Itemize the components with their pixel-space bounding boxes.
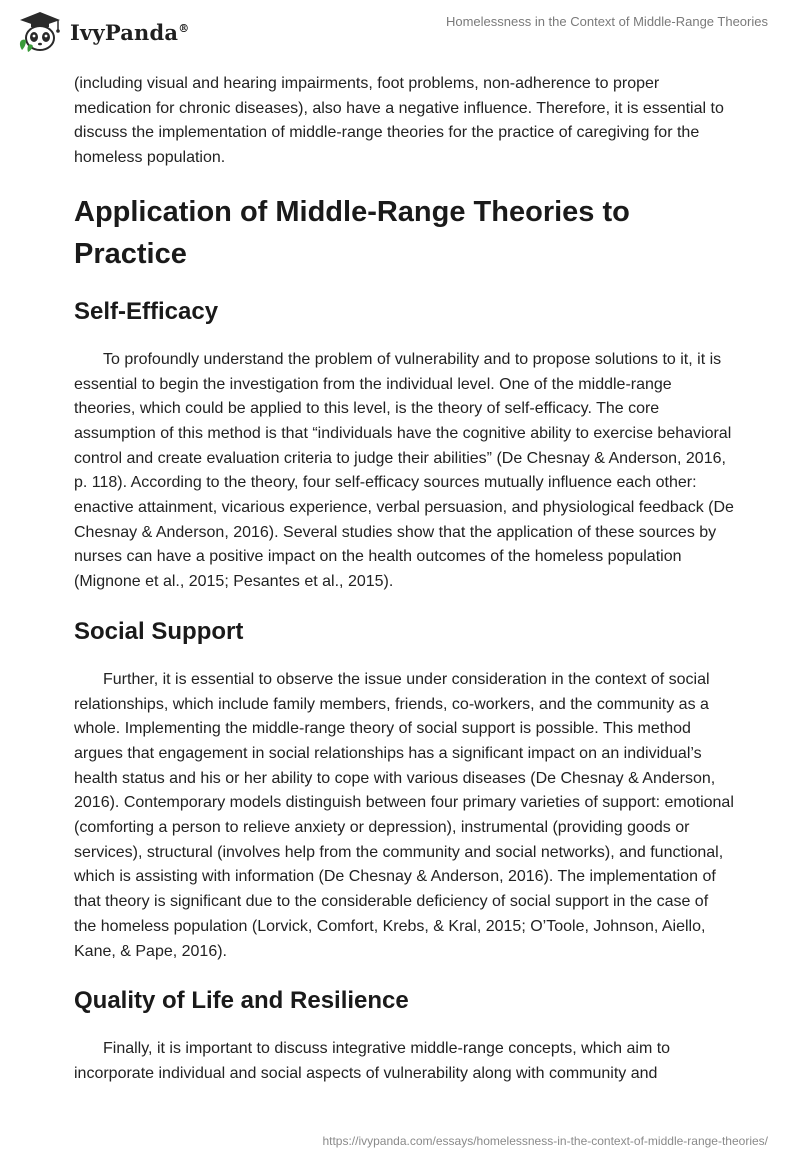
paragraph-self-efficacy: To profoundly understand the problem of vulnerability and to propose solutions to it, it is essential to begin the investigation from the individual level. One of the middle-range theories, which could be applied to this level, is the theory of self-efficacy. The core assumption of this method is that “individuals have the cognitive ability to exercise behavioral control and create evaluation criteria to judge their abilities” (De Chesnay & Anderson, 2016, p. 118). According to the theory, four self-efficacy sources mutually influence each other: enactive attainment, vicarious experience, verbal persuasion, and physiological feedback (De Chesnay & Anderson, 2016). Several studies show that the application of these sources by nurses can have a positive impact on the health outcomes of the homeless population (Mignone et al., 2015; Pesantes et al., 2015).: [74, 350, 734, 591]
panda-graduation-cap-icon: [14, 10, 64, 54]
essay-content: [74, 72, 734, 1087]
document-title: Homelessness in the Context of Middle-Range Theories: [445, 14, 768, 29]
paragraph-quality-of-life: Finally, it is important to discuss integrative middle-range concepts, which aim to incorporate individual and social aspects of vulnerability along with community and: [74, 1040, 671, 1082]
subsection-heading-quality-of-life: Quality of Life and Resilience: [74, 987, 409, 1015]
section-heading: Application of Middle-Range Theories to Practice: [74, 195, 630, 270]
intro-paragraph: (including visual and hearing impairments, foot problems, non-adherence to proper medication for chronic diseases), also have a negative influence. Therefore, it is essential to discuss the implementation of middle-range theories for the practice of caregiving for the homeless population.: [74, 75, 724, 167]
ivypanda-logo[interactable]: [14, 10, 189, 54]
source-url[interactable]: https://ivypanda.com/essays/homelessness-in-the-context-of-middle-range-theories/: [322, 1134, 768, 1148]
page-header: [0, 0, 800, 64]
paragraph-social-support: Further, it is essential to observe the issue under consideration in the context of social relationships, which include family members, friends, co-workers, and the community as a whole. Implementing the middle-range theory of social support is possible. This method argues that engagement in social relationships has a significant impact on an individual’s health status and his or her ability to cope with various diseases (De Chesnay & Anderson, 2016). Contemporary models distinguish between four primary varieties of support: emotional (comforting a person to relieve anxiety or depression), instrumental (providing goods or services), structural (involves help from the community and social networks), and functional, which is assisting with information (De Chesnay & Anderson, 2016). The implementation of that theory is significant due to the considerable deficiency of social support in the case of the homeless population (Lorvick, Comfort, Krebs, & Kral, 2015; O’Toole, Johnson, Aiello, Kane, & Pape, 2016).: [74, 670, 734, 960]
subsection-heading-social-support: Social Support: [74, 617, 244, 645]
subsection-heading-self-efficacy: Self-Efficacy: [74, 297, 219, 325]
brand-name: IvyPanda®: [70, 19, 190, 45]
